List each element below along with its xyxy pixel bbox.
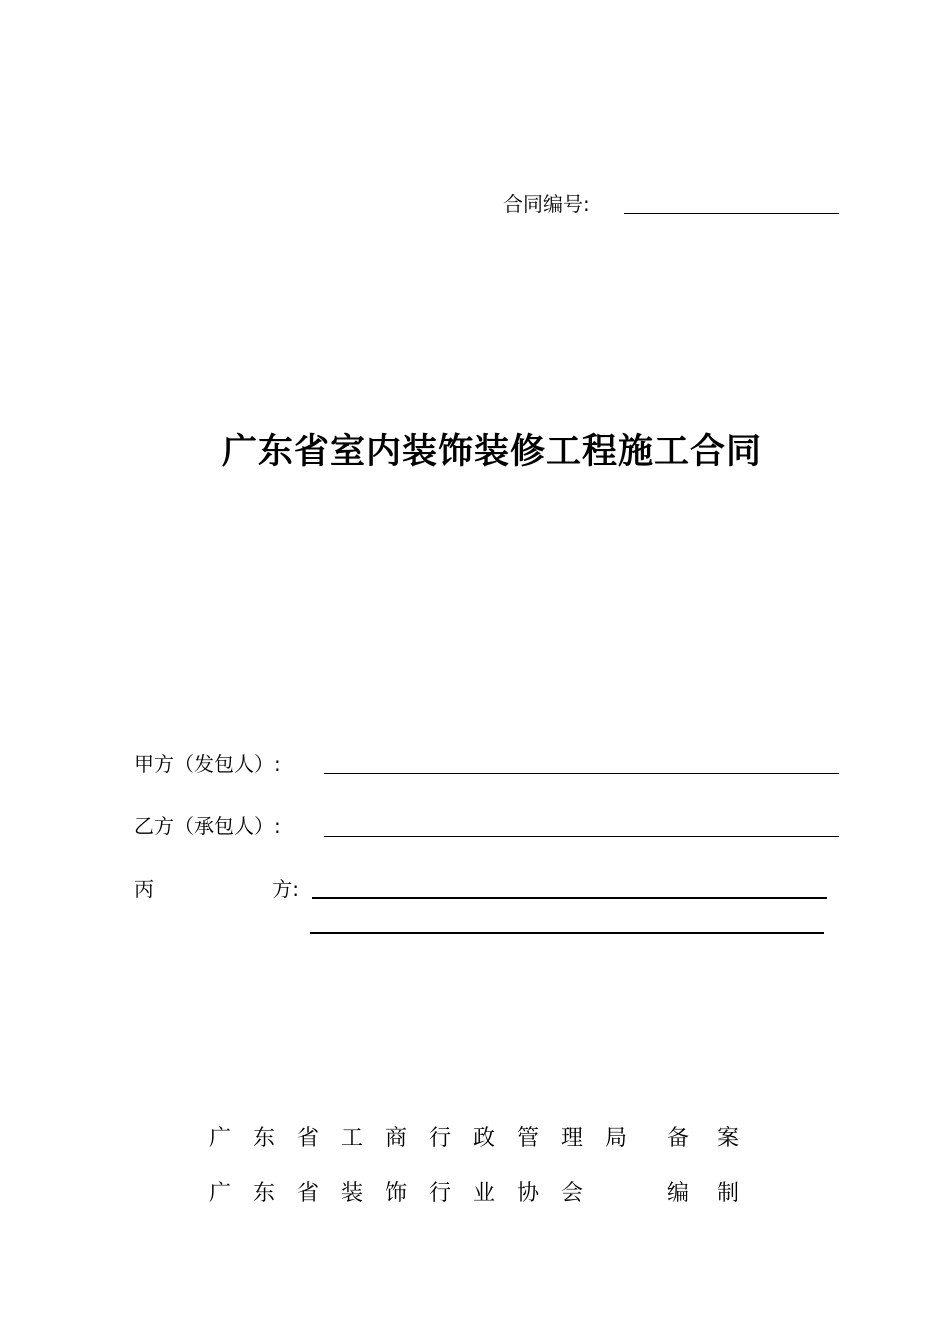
party-c-label — [134, 876, 299, 902]
footer-filing-row — [209, 1124, 768, 1154]
contract-number-field[interactable] — [624, 213, 839, 214]
filing-authority: 广东省工商行政管理局 — [209, 1126, 650, 1151]
footer-compiler-row — [209, 1179, 768, 1209]
compiling-association: 广东省装饰行业协会 — [209, 1181, 606, 1206]
party-a-field[interactable] — [324, 773, 839, 774]
compiling-action: 编制 — [667, 1181, 768, 1206]
party-b-label: 乙方（承包人）: — [134, 814, 281, 838]
party-b-field[interactable] — [324, 836, 839, 837]
party-c-field-line-2[interactable] — [310, 932, 824, 934]
party-a-label: 甲方（发包人）: — [134, 752, 281, 776]
document-title: 广东省室内装饰装修工程施工合同 — [221, 432, 762, 472]
party-c-label-char2: 方: — [272, 877, 299, 901]
contract-number-label: 合同编号: — [503, 192, 590, 216]
party-c-field-line-1[interactable] — [312, 897, 827, 899]
party-c-label-char1: 丙 — [134, 877, 154, 901]
filing-action: 备案 — [667, 1126, 768, 1151]
